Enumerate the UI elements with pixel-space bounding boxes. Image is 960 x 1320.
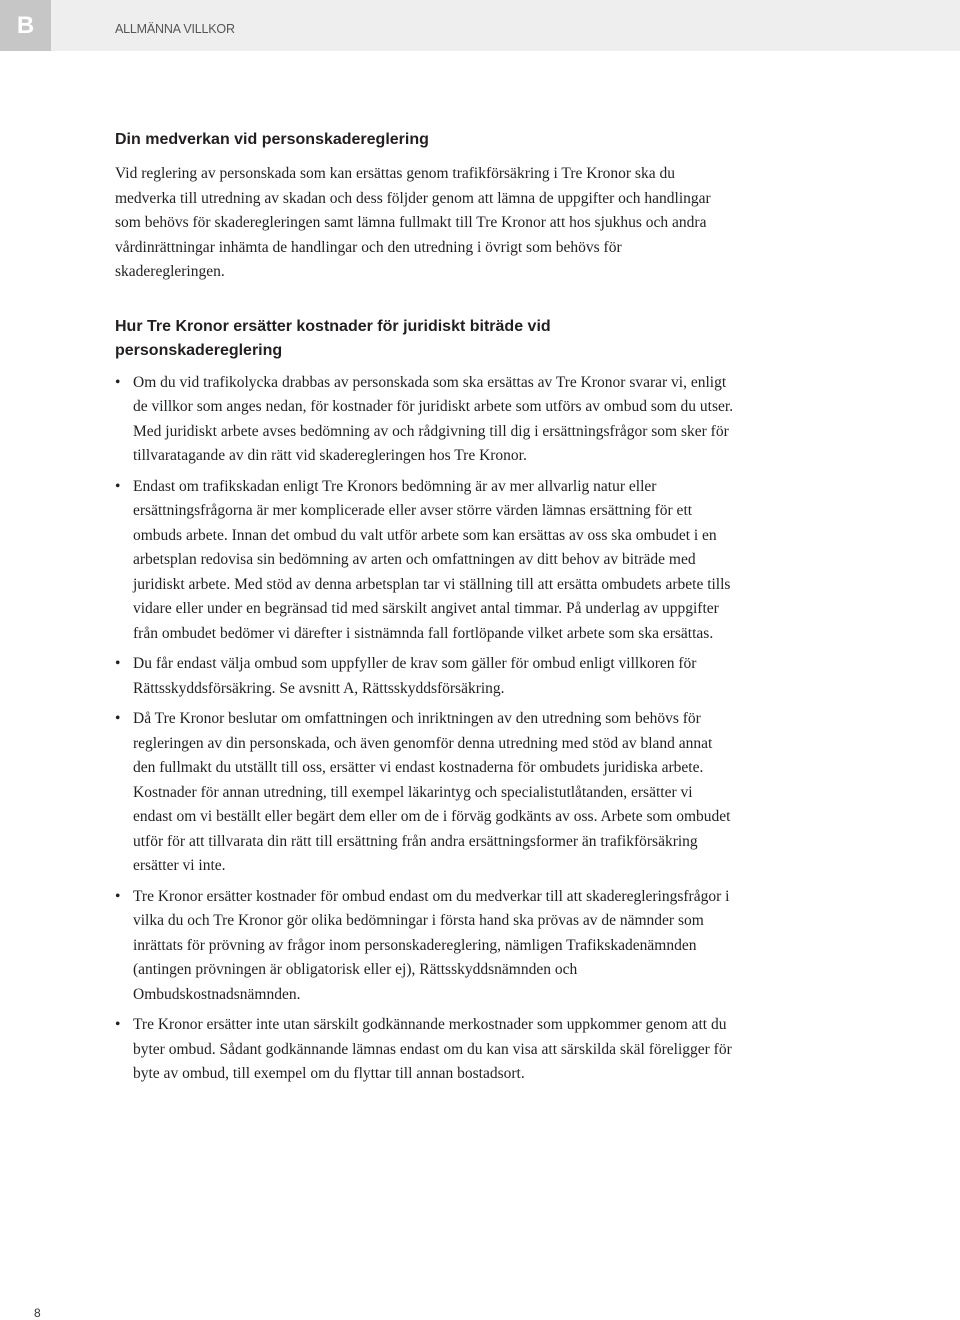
list-item (115, 652, 735, 701)
bullet-icon: • (115, 373, 121, 391)
bullet-icon: • (115, 887, 121, 905)
bullet-icon: • (115, 655, 121, 672)
list-item-text: Tre Kronor ersätter inte utan särskilt godkännande merkostnader som uppkommer genom att du byter ombud. Sådant godkännande lämnas endast om du kan visa att särskilda skäl föreligger för byte av ombud, till exempel om du flyttar till annan bostadsort. (133, 1016, 732, 1082)
section-letter-badge (0, 0, 51, 51)
section-heading-medverkan: Din medverkan vid personskadereglering (115, 131, 429, 148)
section-letter: B (16, 11, 35, 39)
list-item (115, 885, 735, 1008)
section-paragraph-medverkan: Vid reglering av personskada som kan ersättas genom trafikförsäkring i Tre Kronor ska du medverka till utredning av skadan och dess följder genom att lämna de uppgifter och handlingar som behövs för skaderegleringen samt lämna fullmakt till Tre Kronor att hos sjukhus och andra vårdinrättningar inhämta de handlingar och den utredning i övrigt som behövs för skaderegleringen. (115, 165, 711, 280)
bullet-icon: • (115, 710, 121, 727)
list-item-text: Endast om trafikskadan enligt Tre Kronors bedömning är av mer allvarlig natur eller ersättningsfrågorna är mer komplicerade eller avser större värden lämnas ersättning för ett ombuds arbete. Innan det ombud du valt utför arbete som kan ersättas av oss ska ombudet i en arbetsplan redovisa sin bedömning av arten och omfattningen av ditt behov av biträde med juridiskt arbete. Med stöd av denna arbetsplan tar vi ställning till att ersätta ombudets arbete tills vidare eller under en begränsad tid med särskilt angivet antal timmar. På underlag av uppgifter från ombudet bedömer vi därefter i sistnämnda fall fortlöpande vilket arbete som ska ersättas. (133, 477, 731, 642)
bullet-list (115, 371, 735, 1087)
list-item-text: Då Tre Kronor beslutar om omfattningen och inriktningen av den utredning som behövs för regleringen av din personskada, och även genomför denna utredning med stöd av bland annat den fullmakt du utställt till oss, ersätter vi endast kostnaderna för ombudets juridiska arbete. Kostnader för annan utredning, till exempel läkarintyg och specialistutlåtanden, ersätter vi endast om vi beställt eller begärt dem eller om de i förväg godkänts av oss. Arbete som ombudet utför för att tillvarata din rätt till ersättning från andra ersättningsformer än trafikförsäkring ersätter vi inte. (133, 710, 731, 874)
list-item-text: Du får endast välja ombud som uppfyller de krav som gäller för ombud enligt villkoren för Rättsskyddsförsäkring. Se avsnitt A, Rättsskyddsförsäkring. (133, 655, 697, 697)
list-item (115, 707, 735, 879)
bullet-icon: • (115, 1016, 121, 1033)
header-bar (0, 0, 960, 51)
section-heading-juridiskt-bitrade: Hur Tre Kronor ersätter kostnader för juridiskt biträde vid personskadereglering (115, 317, 551, 359)
list-item (115, 1013, 735, 1087)
list-item (115, 475, 735, 647)
list-item (115, 371, 735, 469)
list-item-text: Om du vid trafikolycka drabbas av personskada som ska ersättas av Tre Kronor svarar vi, enligt de villkor som anges nedan, för kostnader för juridiskt arbete som utförs av ombud som du utser. Med juridiskt arbete avses bedömning av och rådgivning till dig i ersättningsfrågor som sker för tillvaratagande av din rätt vid skaderegleringen hos Tre Kronor. (133, 373, 734, 464)
main-content (115, 128, 735, 1093)
list-item-text: Tre Kronor ersätter kostnader för ombud endast om du medverkar till att skaderegleringsfrågor i vilka du och Tre Kronor gör olika bedömningar i första hand ska prövas av de nämnder som inrättats för prövning av frågor inom personskadereglering, nämligen Trafikskadenämnden (antingen prövningen är obligatorisk eller ej), Rättsskyddsnämnden och Ombudskostnadsnämnden. (133, 887, 730, 1003)
page-number: 8 (34, 1306, 41, 1320)
bullet-icon: • (115, 477, 121, 495)
header-title: ALLMÄNNA VILLKOR (115, 22, 235, 36)
